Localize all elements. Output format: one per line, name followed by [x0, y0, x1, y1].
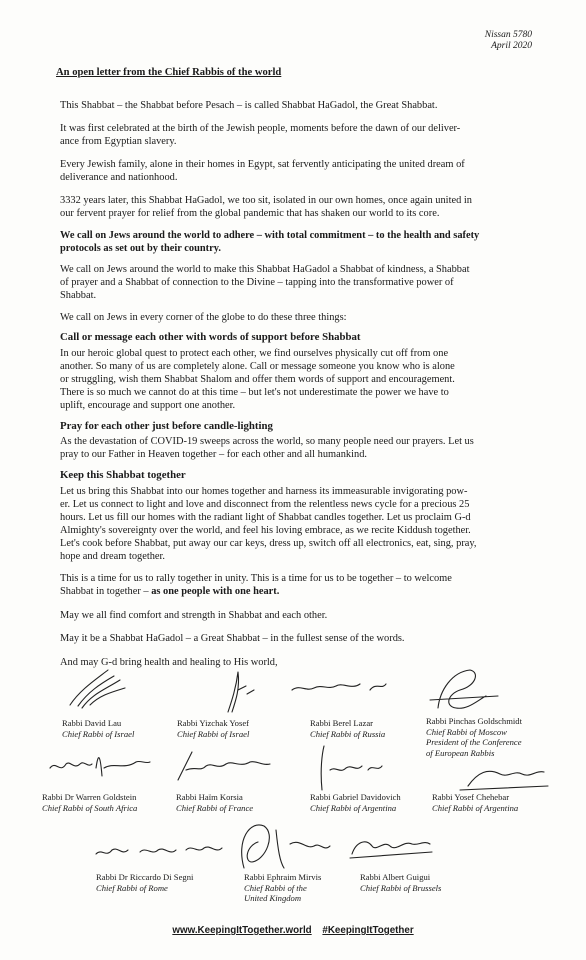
signature-korsia [178, 752, 270, 780]
signatory-name: Rabbi Ephraim Mirvis [244, 872, 322, 882]
signature-lau [70, 670, 125, 708]
section-2-line-1: As the devastation of COVID-19 sweeps across the world, so many people need our prayers. Let us [60, 436, 474, 447]
signatory-role: Chief Rabbi of Brussels [360, 882, 442, 893]
signatory-role: Chief Rabbi of France [176, 802, 254, 813]
signatory-name: Rabbi Yizchak Yosef [177, 718, 250, 728]
signatory-name: Rabbi Gabriel Davidovich [310, 792, 401, 802]
section-1-line-3: or struggling, wish them Shabbat Shalom and offer them words of support and encouragement. [60, 374, 455, 385]
footer [0, 925, 586, 936]
signatory-role-line-3: of European Rabbis [426, 747, 495, 758]
signatory-name: Rabbi Pinchas Goldschmidt [426, 716, 522, 726]
section-heading-2: Pray for each other just before candle-lighting [60, 420, 273, 432]
section-2-line-2: pray to our Father in Heaven together – for each other and all humankind. [60, 449, 367, 460]
section-1-line-2: another. So many of us are completely alone. Call or message someone you know who is alone [60, 361, 455, 372]
signatory-name: Rabbi Dr Warren Goldstein [42, 792, 137, 802]
signatory-role: Chief Rabbi of Israel [62, 728, 135, 739]
signatory-goldstein [42, 792, 192, 813]
paragraph-1: This Shabbat – the Shabbat before Pesach – is called Shabbat HaGadol, the Great Shabbat. [60, 100, 438, 111]
signatory-chehebar [432, 792, 582, 813]
paragraph-8-line-1: This is a time for us to rally together in unity. This is a time for us to be together – to welcome [60, 573, 452, 584]
paragraph-6-line-2: of prayer and a Shabbat of connection to the Divine – tapping into the transformative power of [60, 277, 454, 288]
signatory-name: Rabbi David Lau [62, 718, 122, 728]
signature-goldschmidt [430, 670, 498, 708]
section-3-line-6: hope and dream together. [60, 551, 166, 562]
signatory-guigui [360, 872, 510, 893]
signatory-role: Chief Rabbi of Israel [177, 728, 250, 739]
section-3-line-5: Let's cook before Shabbat, put away our car keys, dress up, switch off all electronics, eat, sing, pray, [60, 538, 477, 549]
paragraph-6-line-1: We call on Jews around the world to make this Shabbat HaGadol a Shabbat of kindness, a Shabbat [60, 264, 470, 275]
paragraph-2-line-1: It was first celebrated at the birth of the Jewish people, moments before the dawn of our deliver- [60, 123, 461, 134]
paragraph-4-line-2: our fervent prayer for relief from the global pandemic that has shaken our world to its core. [60, 208, 440, 219]
paragraph-9: May we all find comfort and strength in Shabbat and each other. [60, 610, 328, 621]
signature-chehebar [460, 771, 548, 790]
paragraph-5-line-1: We call on Jews around the world to adhere – with total commitment – to the health and safety [60, 230, 480, 241]
website-link[interactable]: www.KeepingItTogether.world [172, 925, 312, 936]
signature-mirvis [242, 825, 330, 868]
section-3-line-4: Almighty's sovereignty over the world, and feel his loving embrace, as we recite Kiddush together. [60, 525, 471, 536]
hebrew-date: Nissan 5780 [484, 30, 532, 40]
signatory-role: Chief Rabbi of Russia [310, 728, 386, 739]
section-1-line-4: There is so much we cannot do at this time – but let's not underestimate the power we have to [60, 387, 449, 398]
signatory-role-line-2: President of the Conference [426, 737, 522, 748]
paragraph-6-line-3: Shabbat. [60, 290, 97, 301]
signatory-name: Rabbi Berel Lazar [310, 718, 373, 728]
paragraph-8-plain-text: Shabbat in together – [60, 586, 152, 597]
signature-yosef [228, 672, 254, 712]
section-3-line-2: er. Let us connect to light and love and disconnect from the relentless news cycle for a precious 25 [60, 499, 470, 510]
signatory-role-line-2: United Kingdom [244, 893, 302, 904]
signatory-name: Rabbi Yosef Chehebar [432, 792, 510, 802]
signatory-name: Rabbi Haïm Korsia [176, 792, 243, 802]
signatory-korsia [176, 792, 326, 813]
signature-davidovich [321, 746, 382, 790]
signature-guigui [350, 842, 432, 858]
paragraph-2-line-2: ance from Egyptian slavery. [60, 136, 177, 147]
paragraph-10: May it be a Shabbat HaGadol – a Great Shabbat – in the fullest sense of the words. [60, 633, 405, 644]
signatory-yosef [177, 718, 327, 739]
section-heading-1: Call or message each other with words of support before Shabbat [60, 331, 361, 343]
section-3-line-3: hours. Let us fill our homes with the radiant light of Shabbat candles together. Let us proclaim G-d [60, 512, 471, 523]
closing-line: And may G-d bring health and healing to His world, [60, 657, 278, 668]
letter-title: An open letter from the Chief Rabbis of the world [56, 67, 282, 78]
paragraph-4-line-1: 3332 years later, this Shabbat HaGadol, we too sit, isolated in our own homes, once again united in [60, 195, 472, 206]
signatory-role: Chief Rabbi of Argentina [432, 802, 519, 813]
signatory-role: Chief Rabbi of Rome [96, 882, 168, 893]
gregorian-date: April 2020 [491, 41, 532, 51]
signature-lazar [292, 684, 386, 690]
signature-goldstein [50, 758, 150, 776]
signatory-name: Rabbi Dr Riccardo Di Segni [96, 872, 194, 882]
signatory-role: Chief Rabbi of the [244, 882, 307, 893]
paragraph-7: We call on Jews in every corner of the globe to do these three things: [60, 312, 347, 323]
signatory-goldschmidt [426, 716, 576, 758]
paragraph-8-bold-text: as one people with one heart. [151, 586, 280, 597]
hashtag-link[interactable]: #KeepingItTogether [322, 925, 414, 936]
signature-disegni [96, 847, 222, 854]
signatory-disegni [96, 872, 246, 893]
paragraph-3-line-1: Every Jewish family, alone in their homes in Egypt, sat fervently anticipating the united dream of [60, 159, 465, 170]
section-heading-3: Keep this Shabbat together [60, 469, 186, 481]
section-1-line-5: uplift, encourage and support one another. [60, 400, 236, 411]
paragraph-3-line-2: deliverance and nationhood. [60, 172, 178, 183]
signatory-role: Chief Rabbi of South Africa [42, 802, 138, 813]
paragraph-5-line-2: protocols as set out by their country. [60, 243, 221, 254]
section-3-line-1: Let us bring this Shabbat into our homes together and harness its immeasurable invigorating pow- [60, 486, 468, 497]
signatory-name: Rabbi Albert Guigui [360, 872, 431, 882]
signatory-role: Chief Rabbi of Moscow [426, 726, 507, 737]
signatory-role: Chief Rabbi of Argentina [310, 802, 397, 813]
section-1-line-1: In our heroic global quest to protect each other, we find ourselves physically cut off from one [60, 348, 449, 359]
